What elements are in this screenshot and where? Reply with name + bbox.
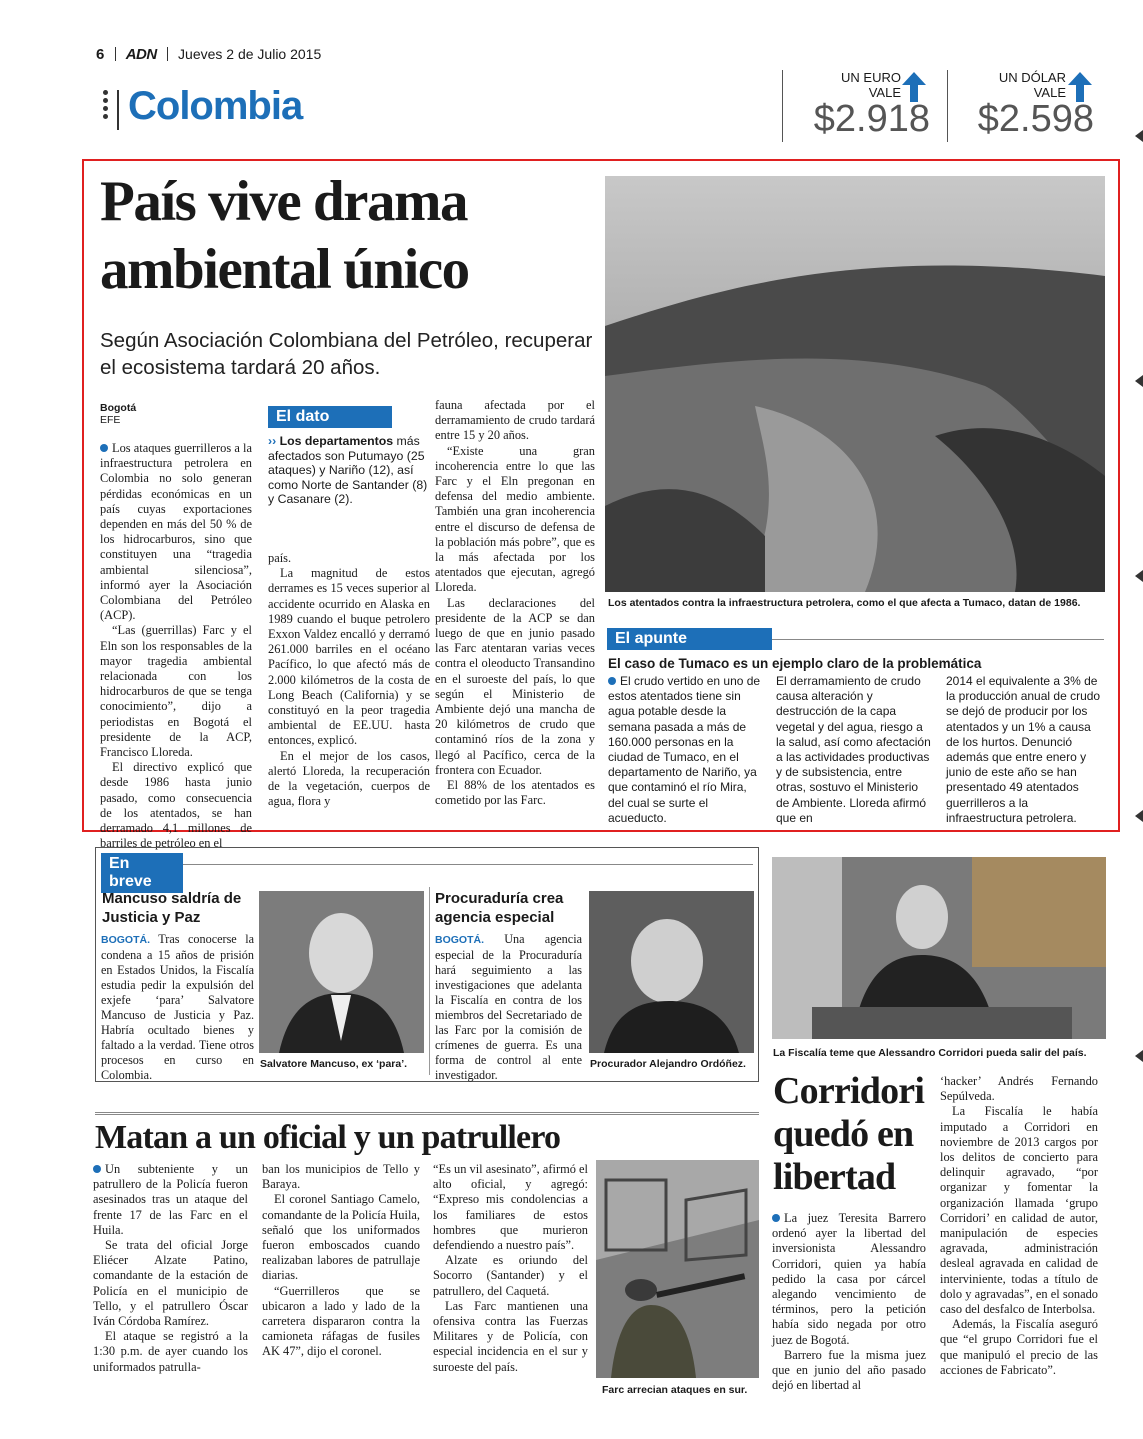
oficial-col-1: Un subteniente y un patrullero de la Policía fueron asesinados tras un ataque del frente 17 de las Farc en el Huila. Se trata del oficial Jorge Eliécer Alzate Patino, comandante de la estación de Policía en el municipio de Tello, y el patrullero Óscar Iván Córdoba Ramírez. El ataque se registró a la 1:30 p.m. de ayer cuando los uniformados patrulla- bbox=[93, 1162, 248, 1374]
main-subhead: Según Asociación Colombiana del Petróleo, recuperar el ecosistema tardará 20 años. bbox=[100, 329, 593, 379]
breve-item2-text: BOGOTÁ. Una agencia especial de la Procuraduría hará seguimiento a las investigaciones que adelanta la Fiscalía en contra de los miembros del Secretariado de las Farc por la comisión de crímenes de guerra. Es una forma de control al ente investigador. bbox=[435, 932, 582, 1082]
main-col-3: fauna afectada por el derramamiento de crudo tardará entre 15 y 20 años. “Existe una gran incoherencia entre lo que las Farc y el Eln pregonan en defensa del medio ambiente. También una gran incoherencia entre el discurso de defensa de la población más pobre”, que es la más afectada por los atentados que ejecutan, agregó Lloreda. Las declaraciones del presidente de la ACP se dan luego de que en junio pasado las Farc atentaran varias veces contra el oleoducto Transandino en el suroeste del país, lo que según el Ministerio de Ambiente dejó una mancha de 20 kilómetros de crudo que contaminó ríos de la zona y llegó al Pacífico, cerca de la frontera con Ecuador. El 88% de los atentados es cometido por las Farc. bbox=[435, 398, 595, 808]
bullet-icon bbox=[100, 444, 108, 452]
corridori-col-1: La juez Teresita Barrero ordenó ayer la libertad del inversionista Alessandro Corridori, quien ya había pedido la casa por cárcel alegando vencimiento de términos, pero la petición había sido negada por otro juez de Bogotá. Barrero fue la misma juez que en junio del año pasado dejó en libertad al bbox=[772, 1211, 926, 1393]
apunte-title: El caso de Tumaco es un ejemplo claro de la problemática bbox=[608, 656, 982, 671]
agency: EFE bbox=[100, 414, 121, 426]
oficial-col-3: “Es un vil asesinato”, afirmó el alto oficial, y agregó: “Expreso mis condolencias a los familiares de estos hombres que murieron defendiendo a nuestro país”. Alzate es oriundo del Socorro (Santander) y el patrullero, del Caquetá. Las Farc mantienen una ofensiva contra las Fuerzas Militares y de Policía, con especial incidencia en el sur y suroeste del país. bbox=[433, 1162, 588, 1374]
oficial-headline: Matan a un oficial y un patrullero bbox=[95, 1119, 561, 1156]
section-marker bbox=[103, 90, 109, 128]
corridori-headline: Corridori quedó en libertad bbox=[773, 1070, 925, 1198]
dateline: Bogotá bbox=[100, 402, 137, 414]
apunte-col-3: 2014 el equivalente a 3% de la producción anual de crudo se dejó de producir por los atentados y un 1% a causa de los hurtos. Denunció además que entre enero y junio de este año se han presentado 49 atentados guerrilleros a la infraestructura petrolera. bbox=[946, 674, 1101, 825]
ordonez-photo bbox=[589, 891, 754, 1053]
brand-logo: ADN bbox=[125, 46, 157, 63]
corridori-photo bbox=[772, 857, 1106, 1039]
mancuso-photo bbox=[259, 891, 424, 1053]
dato-label: El dato bbox=[268, 406, 392, 428]
main-col-2: país. La magnitud de estos derrames es 15 veces superior al accidente ocurrido en Alaska en 1989 cuando el buque petrolero Exxon Valdez encalló y derramó 261.000 barriles en el océano Pacífico, lo que afectó más de 2.000 kilómetros de la costa de Long Beach (California) y se constituyó en la peor tragedia ambiental de EE.UU. hasta entonces, explicó. En el mejor de los casos, alertó Lloreda, la recuperación de la vegetación, cuerpos de agua, flora y bbox=[268, 551, 430, 809]
breve-item2-caption: Procurador Alejandro Ordóñez. bbox=[590, 1058, 746, 1070]
issue-date: Jueves 2 de Julio 2015 bbox=[178, 46, 322, 62]
euro-value: $2.918 bbox=[813, 98, 930, 140]
euro-label: UN EURO VALE bbox=[841, 70, 901, 100]
dato-box bbox=[268, 406, 430, 507]
main-col-1: Los ataques guerrilleros a la infraestructura petrolera en Colombia no solo generan pérdidas económicas en un país cuyas exportaciones dependen en más del 50 % de los hidrocarburos, sino que constituyen una “tragedia ambiental silenciosa”, informó ayer la Asociación Colombiana del Petróleo (ACP). “Las (guerrillas) Farc y el Eln son los responsables de la mayor tragedia ambiental relacionada con los hidrocarburos de que se tenga conocimiento”, dijo a periodistas en Bogotá el presidente de la ACP, Francisco Lloreda. El directivo explicó que desde 1986 hasta junio pasado, como consecuencia de los atentados, se han derramado 4,1 millones de barriles de petróleo en el bbox=[100, 441, 252, 851]
main-headline: País vive drama ambiental único bbox=[100, 170, 469, 301]
page-header bbox=[96, 46, 396, 68]
bullet-icon bbox=[608, 677, 616, 685]
breve-item2-title: Procuraduría crea agencia especial bbox=[435, 890, 564, 926]
breve-item1-caption: Salvatore Mancuso, ex ‘para’. bbox=[260, 1058, 408, 1070]
page-number: 6 bbox=[96, 46, 105, 63]
corridori-col-2: ‘hacker’ Andrés Fernando Sepúlveda. La Fiscalía le había imputado a Corridori en noviembre de 2013 cargos por los delitos de concierto para delinquir agravado, “por organizar y fomentar la organización llamada ‘grupo Corridori’ en calidad de autor, manipulación de especies agravada, administración desleal agravada en calidad de interviniente, todas a título de dolo y agravadas”, en el sonado caso del desfalco de Interbolsa. Además, la Fiscalía aseguró que “el grupo Corridori fue el que manipuló el precio de las acciones de Fabricato”. bbox=[940, 1074, 1098, 1377]
breve-label: En breve bbox=[101, 853, 183, 893]
corridori-photo-caption: La Fiscalía teme que Alessandro Corridori pueda salir del país. bbox=[773, 1047, 1087, 1059]
tumaco-photo bbox=[605, 176, 1105, 592]
bullet-icon bbox=[772, 1214, 780, 1222]
bullet-icon bbox=[93, 1165, 101, 1173]
dolar-value: $2.598 bbox=[977, 98, 1094, 140]
chevron-right-icon: ›› bbox=[268, 434, 277, 448]
apunte-label: El apunte bbox=[607, 628, 772, 650]
dolar-label: UN DÓLAR VALE bbox=[998, 70, 1066, 100]
breve-item1-title: Mancuso saldría de Justicia y Paz bbox=[102, 890, 242, 926]
farc-photo bbox=[596, 1160, 759, 1378]
apunte-col-1: El crudo vertido en uno de estos atentados tiene sin agua potable desde la semana pasada a más de 160.000 personas en la ciudad de Tumaco, en el departamento de Nariño, ya que contaminó el río Mira, del cual se surte el acueducto. bbox=[608, 674, 761, 825]
section-title: Colombia bbox=[128, 84, 303, 128]
dato-bold: Los departamentos bbox=[279, 434, 394, 448]
binder-marks bbox=[1131, 120, 1143, 1370]
oficial-col-2: ban los municipios de Tello y Baraya. El coronel Santiago Camelo, comandante de la Policía Huila, señaló que los uniformados fueron emboscados cuando realizaban labores de patrullaje diarias. “Guerrilleros que se ubicaron a lado y lado de la carretera dispararon contra la camioneta ráfagas de fusiles AK 47”, dijo el coronel. bbox=[262, 1162, 420, 1359]
dato-text: más afectados son Putumayo (25 ataques) y Nariño (12), así como Norte de Santander (8) y Casanare (2). bbox=[268, 434, 428, 506]
breve-item1-text: BOGOTÁ. Tras conocerse la condena a 15 años de prisión en Estados Unidos, la Fiscalía estudia pedir la expulsión del exjefe ‘para’ Salvatore Mancuso de Justicia y Paz. Habría ocultado bienes y faltado a la verdad. Tiene otros procesos en curso en Colombia. bbox=[101, 932, 255, 1082]
photo-caption: Los atentados contra la infraestructura petrolera, como el que afecta a Tumaco, datan de 1986. bbox=[608, 597, 1081, 609]
farc-photo-caption: Farc arrecian ataques en sur. bbox=[602, 1384, 748, 1396]
apunte-col-2: El derramamiento de crudo causa alteración y destrucción de la capa vegetal y del agua, riesgo a la salud, así como afectación a las actividades productivas y de subsistencia, entre otras, sostuvo el Ministerio de Ambiente. Lloreda afirmó que en bbox=[776, 674, 931, 825]
